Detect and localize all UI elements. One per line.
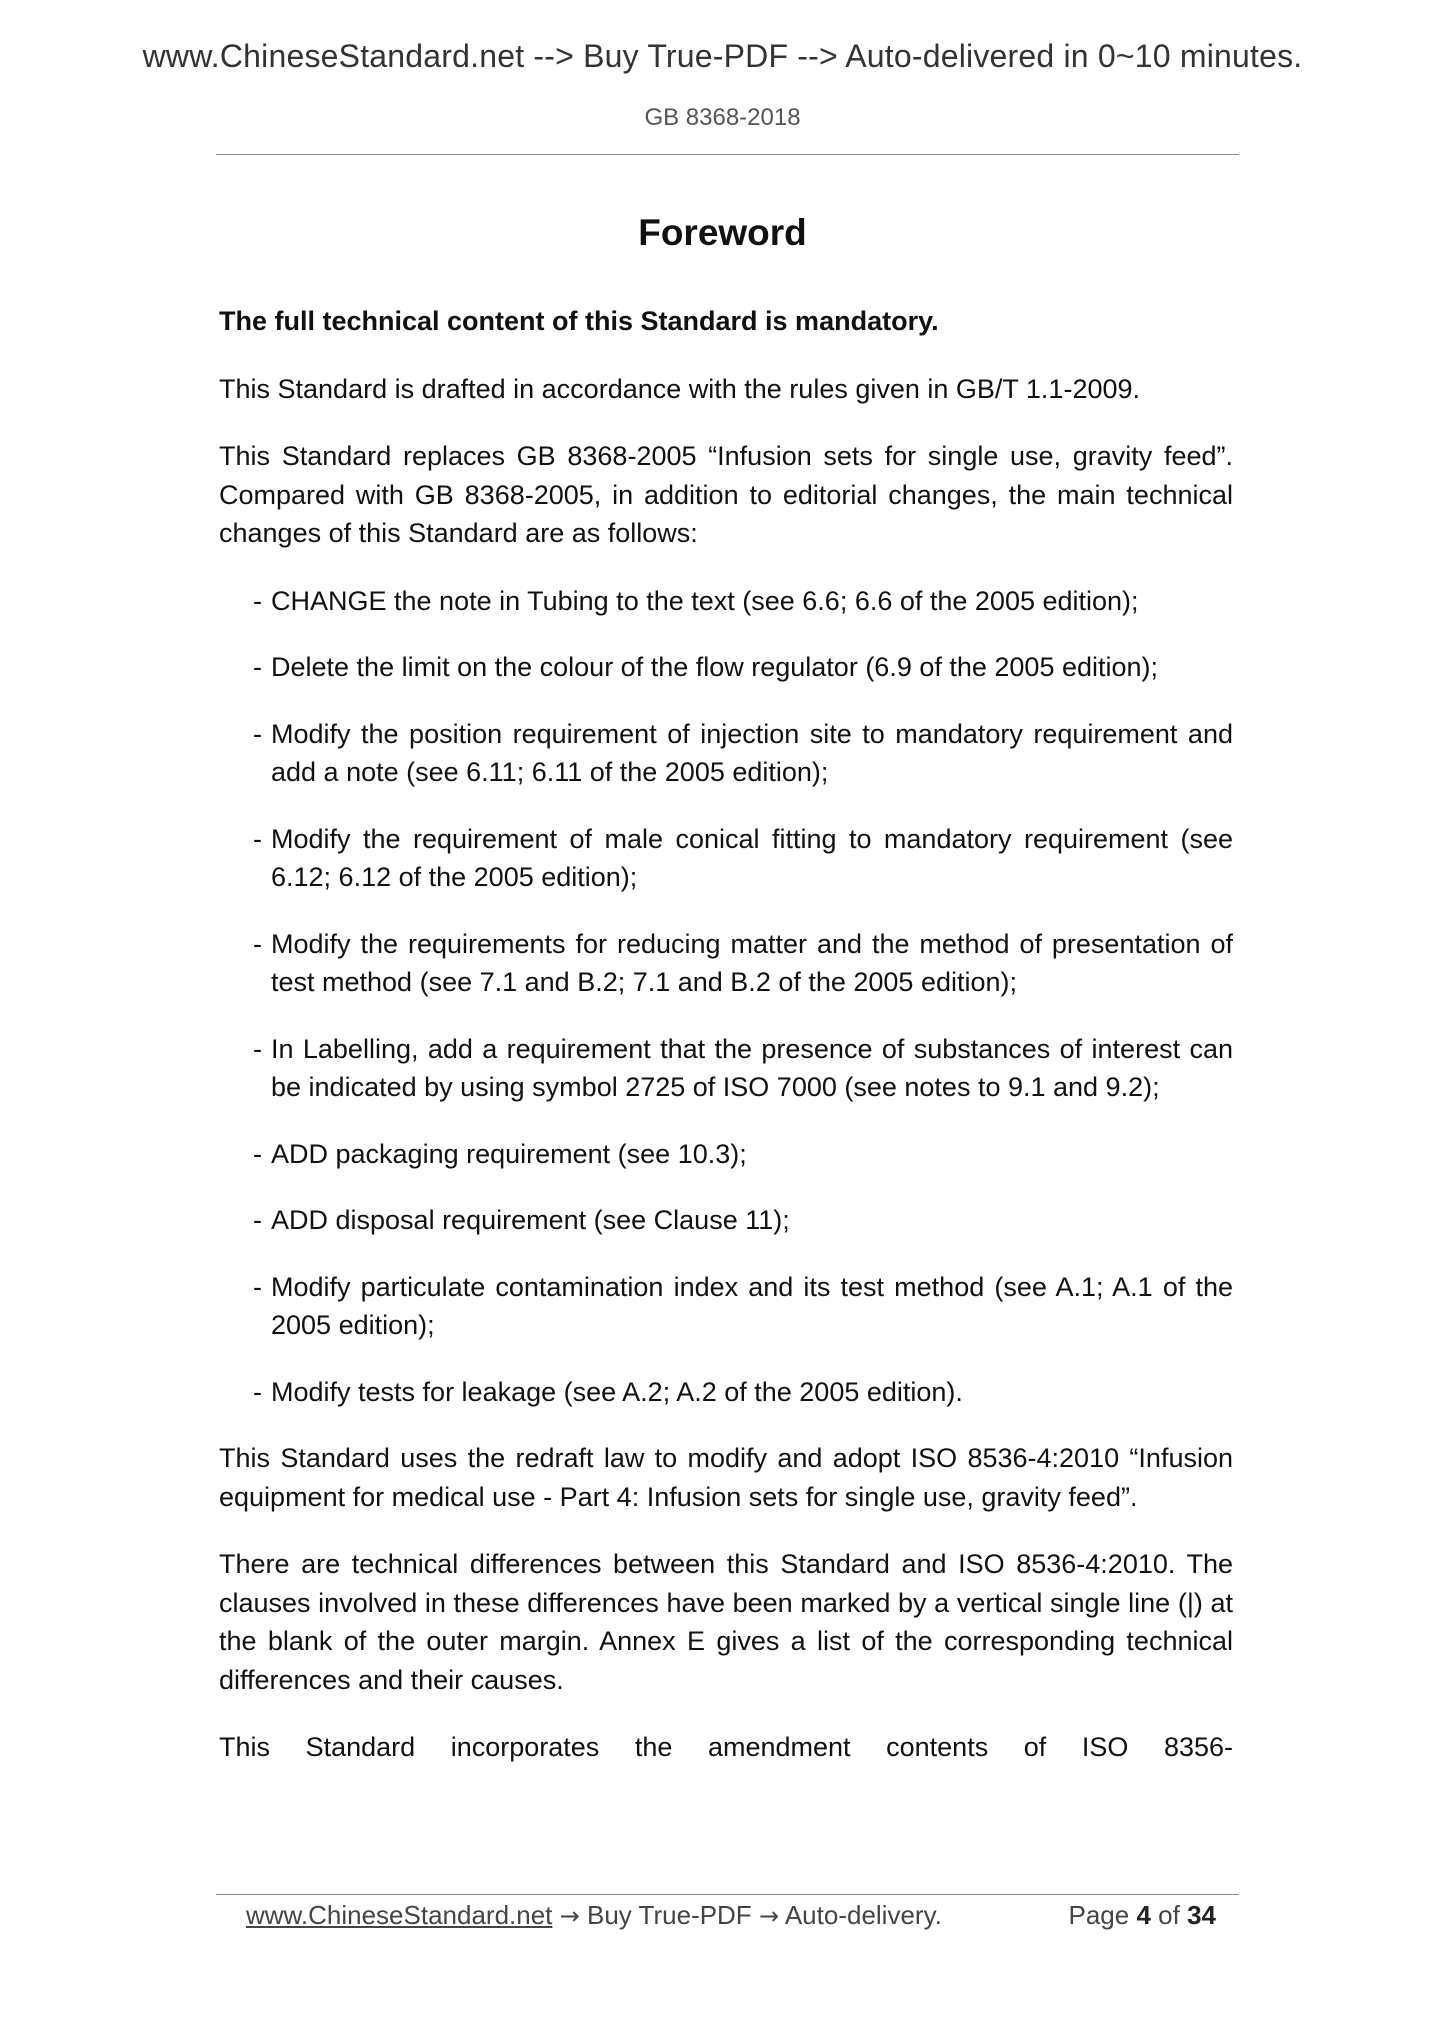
mandatory-statement: The full technical content of this Standard is mandatory. — [219, 306, 939, 336]
adoption-statement: This Standard uses the redraft law to modify and adopt ISO 8536-4:2010 “Infusion equipment for medical use - Part 4: Infusion sets for single use, gravity feed”. — [219, 1443, 1233, 1512]
footer-divider — [216, 1894, 1239, 1895]
page-footer — [246, 1900, 1216, 1931]
arrow-right-icon: → — [559, 1902, 580, 1930]
list-item: - Modify particulate contamination index and its test method (see A.1; A.1 of the 2005 edition); — [253, 1268, 1233, 1345]
list-item: - Delete the limit on the colour of the flow regulator (6.9 of the 2005 edition); — [253, 648, 1233, 687]
changes-list — [219, 582, 1233, 1412]
list-item: - Modify the position requirement of injection site to mandatory requirement and add a note (see 6.11; 6.11 of the 2005 edition); — [253, 715, 1233, 792]
amendment-statement: This Standard incorporates the amendment contents of ISO 8356- — [219, 1732, 1233, 1762]
page-indicator: Page 4 of 34 — [1068, 1900, 1216, 1930]
total-page-count: 34 — [1187, 1900, 1216, 1930]
document-code: GB 8368-2018 — [644, 104, 801, 131]
top-banner: www.ChineseStandard.net --> Buy True-PDF --> Auto-delivered in 0~10 minutes. — [142, 38, 1303, 74]
dash-bullet: - — [253, 718, 262, 749]
dash-bullet: - — [253, 585, 262, 616]
footer-site-link[interactable]: www.ChineseStandard.net — [246, 1900, 553, 1930]
header-divider — [216, 154, 1239, 155]
page-title: Foreword — [638, 212, 807, 253]
dash-bullet: - — [253, 652, 262, 682]
differences-statement: There are technical differences between this Standard and ISO 8536-4:2010. The clauses involved in these differences have been marked by a vertical single line (|) at the blank of the outer margin. Annex E gives a list of the corresponding technical differences and their causes. — [219, 1549, 1233, 1695]
list-item: - Modify tests for leakage (see A.2; A.2 of the 2005 edition). — [253, 1373, 1233, 1412]
arrow-right-icon: → — [758, 1902, 780, 1930]
drafting-statement: This Standard is drafted in accordance with the rules given in GB/T 1.1-2009. — [219, 373, 1141, 404]
foreword-body — [219, 302, 1233, 1796]
dash-bullet: - — [253, 1138, 262, 1169]
dash-bullet: - — [253, 1033, 262, 1064]
list-item: - ADD packaging requirement (see 10.3); — [253, 1135, 1233, 1174]
current-page-number: 4 — [1136, 1900, 1151, 1930]
footer-buy-text: Buy True-PDF — [586, 1900, 752, 1930]
list-item: - Modify the requirement of male conical fitting to mandatory requirement (see 6.12; 6.12 of the 2005 edition); — [253, 820, 1233, 897]
list-item: - Modify the requirements for reducing matter and the method of presentation of test method (see 7.1 and B.2; 7.1 and B.2 of the 2005 edition); — [253, 925, 1233, 1002]
footer-links — [246, 1900, 942, 1931]
list-item: - ADD disposal requirement (see Clause 11); — [253, 1201, 1233, 1240]
dash-bullet: - — [253, 823, 262, 854]
footer-delivery-text: Auto-delivery. — [784, 1900, 942, 1930]
dash-bullet: - — [253, 1271, 262, 1302]
list-item: - CHANGE the note in Tubing to the text (see 6.6; 6.6 of the 2005 edition); — [253, 582, 1233, 621]
list-item: - In Labelling, add a requirement that the presence of substances of interest can be indicated by using symbol 2725 of ISO 7000 (see notes to 9.1 and 9.2); — [253, 1030, 1233, 1107]
dash-bullet: - — [253, 1376, 262, 1407]
replacement-statement: This Standard replaces GB 8368-2005 “Infusion sets for single use, gravity feed”. Compared with GB 8368-2005, in addition to editorial changes, the main technical changes of this Standard are as follows: — [219, 441, 1233, 548]
dash-bullet: - — [253, 1205, 262, 1235]
dash-bullet: - — [253, 928, 262, 959]
